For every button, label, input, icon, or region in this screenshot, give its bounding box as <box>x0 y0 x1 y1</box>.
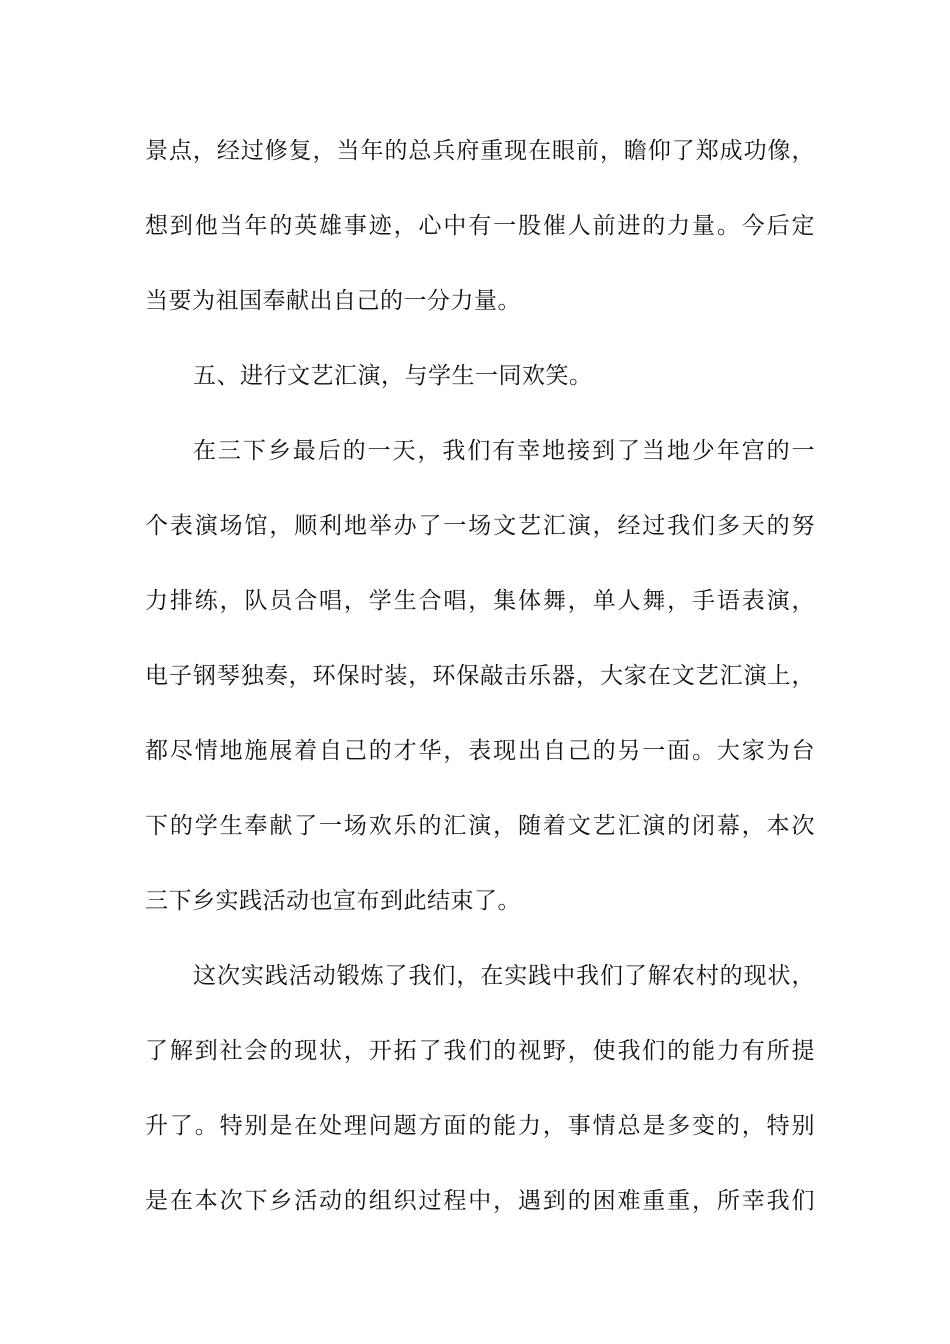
text-line: 个表演场馆，顺利地举办了一场文艺汇演，经过我们多天的努 <box>145 513 815 539</box>
text-line: 想到他当年的英雄事迹，心中有一股催人前进的力量。今后定 <box>145 213 815 239</box>
text-line: 升了。特别是在处理问题方面的能力，事情总是多变的，特别 <box>145 1113 815 1139</box>
text-line: 景点，经过修复，当年的总兵府重现在眼前，瞻仰了郑成功像， <box>145 138 815 164</box>
text-line: 这次实践活动锻炼了我们，在实践中我们了解农村的现状， <box>193 963 815 989</box>
text-line: 都尽情地施展着自己的才华，表现出自己的另一面。大家为台 <box>145 738 815 764</box>
text-line: 在三下乡最后的一天，我们有幸地接到了当地少年宫的一 <box>193 438 815 464</box>
text-line: 了解到社会的现状，开拓了我们的视野，使我们的能力有所提 <box>145 1038 815 1064</box>
text-line: 下的学生奉献了一场欢乐的汇演，随着文艺汇演的闭幕，本次 <box>145 813 815 839</box>
text-line: 当要为祖国奉献出自己的一分力量。 <box>145 288 521 314</box>
text-line: 电子钢琴独奏，环保时装，环保敲击乐器，大家在文艺汇演上， <box>145 663 815 689</box>
text-line: 三下乡实践活动也宣布到此结束了。 <box>145 888 521 914</box>
text-line: 力排练，队员合唱，学生合唱，集体舞，单人舞，手语表演， <box>145 588 815 614</box>
section-heading: 五、进行文艺汇演，与学生一同欢笑。 <box>193 363 593 389</box>
text-line: 是在本次下乡活动的组织过程中，遇到的困难重重，所幸我们 <box>145 1188 815 1214</box>
